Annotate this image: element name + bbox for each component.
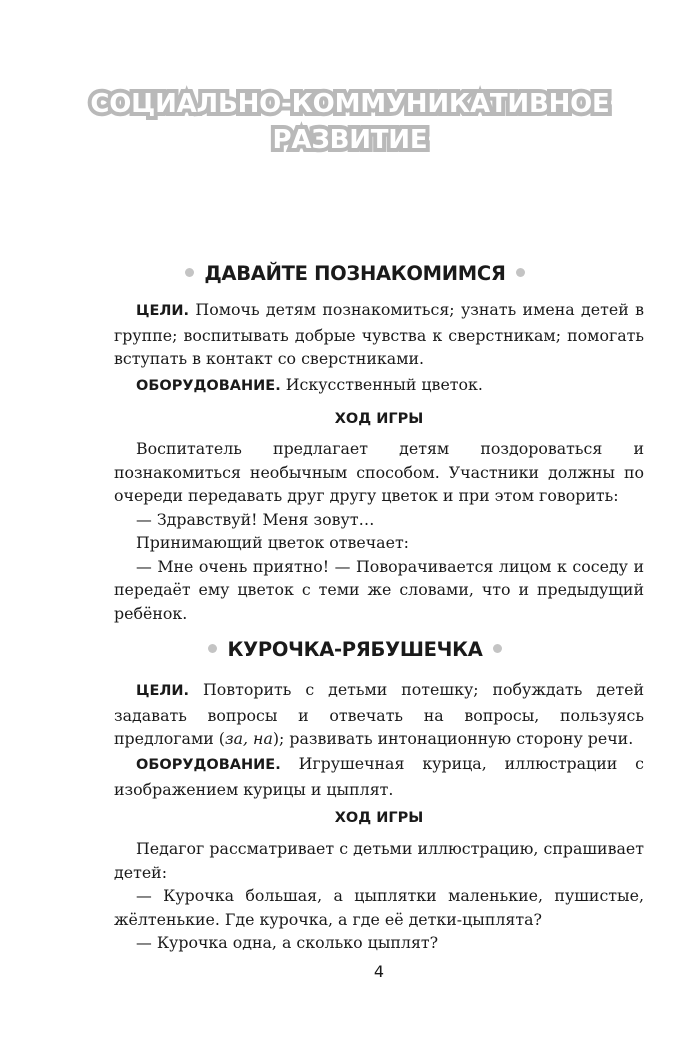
game-1-goals (114, 298, 644, 371)
course-paragraph: Воспитатель предлагает детям поздороваться и познакомиться необычным способом. Участники должны по очереди передавать друг другу цветок и при этом говорить: (114, 439, 644, 505)
goals-text: Помочь детям познакомиться; узнать имена детей в группе; воспитывать добрые чувства к сверстникам; помогать вступать в контакт со сверстниками. (114, 300, 644, 368)
game-2-course (114, 837, 644, 955)
course-paragraph: — Курочка большая, а цыплятки маленькие, пушистые, жёлтенькие. Где курочка, а где её детки-цыплята? (114, 886, 644, 929)
game-2-equipment (114, 752, 644, 801)
chapter-title-line-1: СОЦИАЛЬНО-КОММУНИКАТИВНОЕ (90, 89, 610, 119)
course-paragraph: — Здравствуй! Меня зовут… (136, 509, 375, 529)
course-paragraph: Педагог рассматривает с детьми иллюстрацию, спрашивает детей: (114, 839, 644, 882)
course-paragraph: — Курочка одна, а сколько цыплят? (136, 933, 439, 952)
goals-italic: за, на (224, 729, 273, 748)
game-2-goals (114, 678, 644, 751)
goals-label: ЦЕЛИ. (136, 303, 190, 319)
bullet-dot-icon (185, 268, 194, 277)
goals-text-end: ); развивать интонационную сторону речи. (272, 729, 634, 748)
game-2-title (0, 638, 700, 661)
game-1-course (114, 437, 644, 625)
chapter-title (0, 86, 700, 158)
chapter-title-line-2: РАЗВИТИЕ (272, 125, 428, 155)
game-1-course-title: ХОД ИГРЫ (334, 411, 424, 427)
course-paragraph: — Мне очень приятно! — Поворачивается лицом к соседу и передаёт ему цветок с теми же словами, что и предыдущий ребёнок. (114, 556, 644, 623)
page-number: 4 (373, 962, 385, 981)
goals-label: ЦЕЛИ. (136, 683, 190, 699)
bullet-dot-icon (208, 644, 217, 653)
bullet-dot-icon (493, 644, 502, 653)
game-2-title-text: КУРОЧКА-РЯБУШЕЧКА (227, 638, 483, 661)
goals-text: Повторить с детьми потешку; побуждать детей задавать вопросы и отвечать на вопросы, пользуясь предлогами ( (114, 680, 644, 748)
equipment-text: Игрушечная курица, иллюстрации с изображением курицы и цыплят. (114, 754, 644, 799)
game-1-title-text: ДАВАЙТЕ ПОЗНАКОМИМСЯ (204, 262, 506, 285)
equipment-label: ОБОРУДОВАНИЕ. (136, 757, 281, 773)
game-2-course-title: ХОД ИГРЫ (334, 810, 424, 826)
course-paragraph: Принимающий цветок отвечает: (136, 533, 410, 552)
bullet-dot-icon (516, 268, 525, 277)
equipment-label: ОБОРУДОВАНИЕ. (136, 378, 281, 394)
game-1-title (0, 262, 700, 285)
equipment-text: Искусственный цветок. (285, 375, 483, 394)
game-1-equipment (114, 373, 644, 399)
